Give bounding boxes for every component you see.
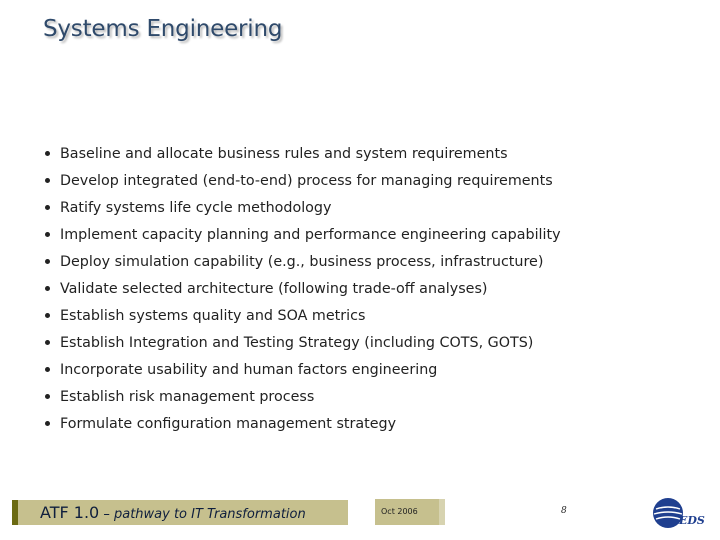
bullet-icon	[45, 151, 50, 156]
bullet-icon	[45, 394, 50, 399]
logo-text: EDS	[679, 514, 705, 527]
bullet-item	[42, 302, 561, 329]
bullet-item	[42, 167, 561, 194]
bullet-item	[42, 329, 561, 356]
bullet-item	[42, 356, 561, 383]
bullet-text: Validate selected architecture (following trade-off analyses)	[60, 280, 488, 297]
bullet-icon	[45, 259, 50, 264]
bullet-icon	[45, 313, 50, 318]
footer-title	[40, 503, 306, 522]
bullet-item	[42, 140, 561, 167]
bullet-icon	[45, 178, 50, 183]
bullet-icon	[45, 232, 50, 237]
bullet-item	[42, 275, 561, 302]
bullet-text: Establish systems quality and SOA metrics	[60, 307, 366, 324]
bullet-text: Deploy simulation capability (e.g., business process, infrastructure)	[60, 253, 544, 270]
bullet-item	[42, 410, 561, 437]
bullet-text: Implement capacity planning and performance engineering capability	[60, 226, 561, 243]
bullet-text: Establish risk management process	[60, 388, 315, 405]
bullet-icon	[45, 421, 50, 426]
slide-title: Systems Engineering	[43, 16, 283, 42]
footer-tagline: – pathway to IT Transformation	[99, 507, 306, 522]
footer-date: Oct 2006	[381, 507, 418, 516]
bullet-list	[42, 140, 561, 437]
bullet-text: Incorporate usability and human factors engineering	[60, 361, 438, 378]
bullet-item	[42, 221, 561, 248]
eds-logo-icon	[650, 496, 706, 530]
bullet-icon	[45, 205, 50, 210]
bullet-item	[42, 194, 561, 221]
footer-atf-label: ATF 1.0	[40, 503, 100, 522]
bullet-text: Ratify systems life cycle methodology	[60, 199, 332, 216]
bullet-icon	[45, 340, 50, 345]
bullet-item	[42, 383, 561, 410]
bullet-text: Baseline and allocate business rules and system requirements	[60, 145, 508, 162]
bullet-text: Formulate configuration management strategy	[60, 415, 397, 432]
bullet-item	[42, 248, 561, 275]
bullet-text: Establish Integration and Testing Strategy (including COTS, GOTS)	[60, 334, 534, 351]
bullet-icon	[45, 367, 50, 372]
bullet-icon	[45, 286, 50, 291]
page-number: 8	[561, 506, 567, 516]
bullet-text: Develop integrated (end-to-end) process for managing requirements	[60, 172, 553, 189]
